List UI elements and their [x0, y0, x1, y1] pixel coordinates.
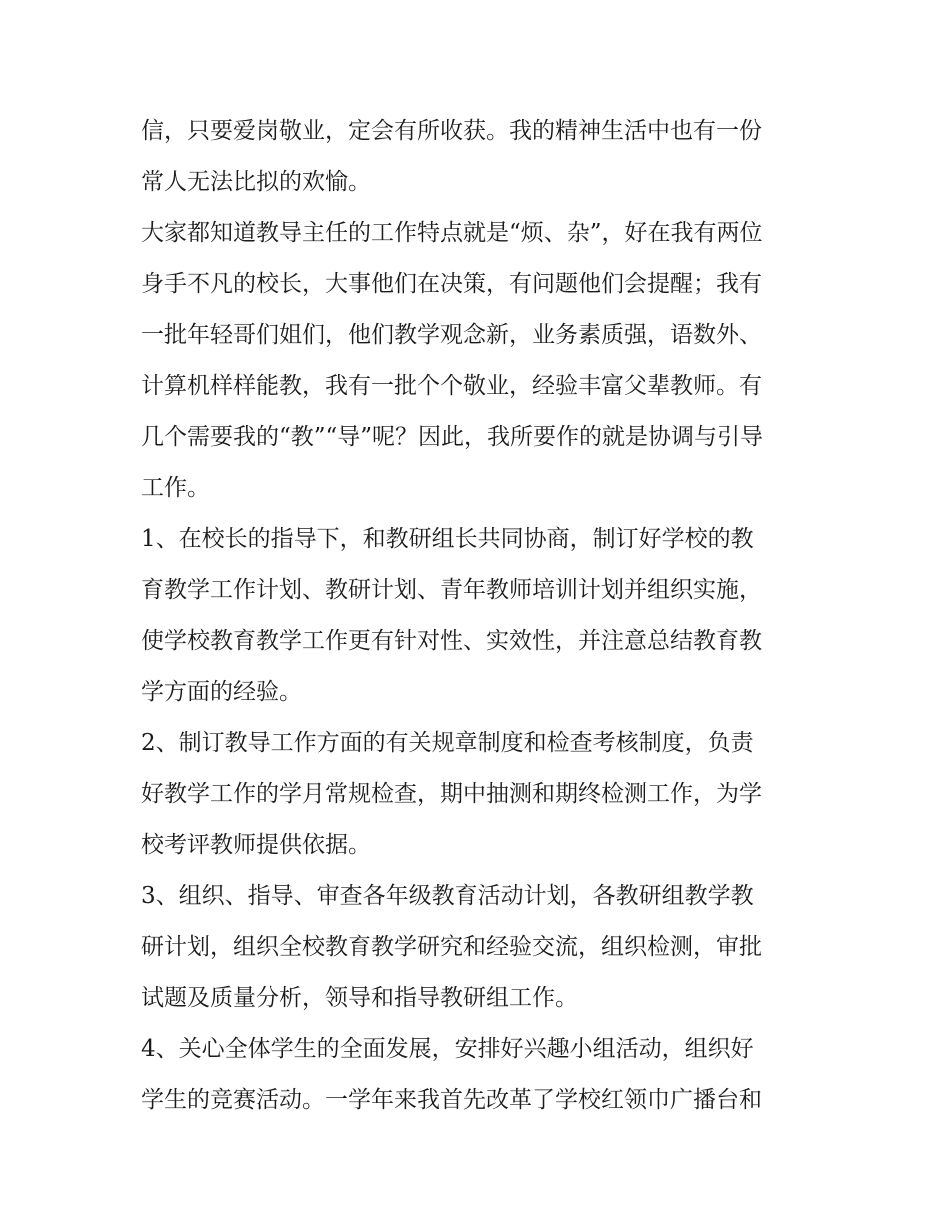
- text-line: 试题及质量分析，领导和指导教研组工作。: [141, 985, 578, 1011]
- text-line: 育教学工作计划、教研计划、青年教师培训计划并组织实施，: [141, 577, 762, 603]
- document-body: [141, 106, 821, 1126]
- text-line: 使学校教育教学工作更有针对性、实效性，并注意总结教育教: [141, 628, 762, 654]
- text-line: 信，只要爱岗敬业，定会有所收获。我的精神生活中也有一份: [141, 118, 762, 144]
- text-line: 4、关心全体学生的全面发展，安排好兴趣小组活动，组织好: [141, 1036, 754, 1062]
- text-line: 身手不凡的校长，大事他们在决策，有问题他们会提醒；我有: [141, 271, 762, 297]
- text-line: 工作。: [141, 475, 210, 501]
- text-line: 3、组织、指导、审查各年级教育活动计划，各教研组教学教: [141, 883, 754, 909]
- text-line: 常人无法比拟的欢愉。: [141, 169, 371, 195]
- text-line: 1、在校长的指导下，和教研组长共同协商，制订好学校的教: [141, 526, 754, 552]
- text-line: 计算机样样能教，我有一批个个敬业，经验丰富父辈教师。有: [141, 373, 762, 399]
- text-line: 大家都知道教导主任的工作特点就是“烦、杂”，好在我有两位: [141, 220, 763, 246]
- text-line: 一批年轻哥们姐们，他们教学观念新，业务素质强，语数外、: [141, 322, 762, 348]
- text-line: 研计划，组织全校教育教学研究和经验交流，组织检测，审批: [141, 934, 762, 960]
- text-line: 学生的竞赛活动。一学年来我首先改革了学校红领巾广播台和: [141, 1087, 762, 1113]
- text-line: 校考评教师提供依据。: [141, 832, 371, 858]
- text-line: 2、制订教导工作方面的有关规章制度和检查考核制度，负责: [141, 730, 754, 756]
- text-line: 好教学工作的学月常规检查，期中抽测和期终检测工作，为学: [141, 781, 762, 807]
- text-line: 几个需要我的“教”“导”呢？因此，我所要作的就是协调与引导: [141, 424, 764, 450]
- text-line: 学方面的经验。: [141, 679, 302, 705]
